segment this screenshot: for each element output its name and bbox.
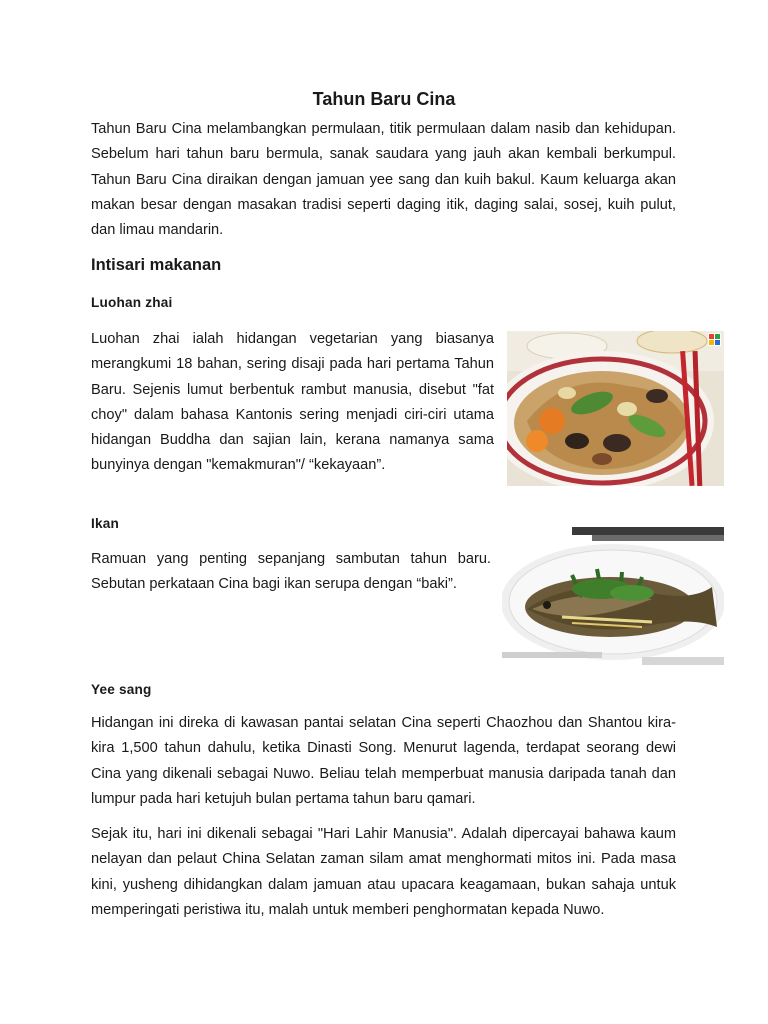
section-heading-intisari: Intisari makanan: [91, 256, 222, 274]
subheading-yee-sang: Yee sang: [91, 682, 152, 697]
intro-paragraph: Tahun Baru Cina melambangkan permulaan, titik permulaan dalam nasib dan kehidupan. Sebelum hari tahun baru bermula, sanak saudara yang jauh akan kembali berkumpul. Tahun Baru Cina diraikan dengan jamuan yee sang dan kuih bakul. Kaum keluarga akan makan besar dengan masakan tradisi seperti daging itik, daging salai, sosej, kuih pulut, dan limau mandarin.: [91, 121, 676, 239]
luohan-paragraph: Luohan zhai ialah hidangan vegetarian yang biasanya merangkumi 18 bahan, sering disaji pada hari pertama Tahun Baru. Sejenis lumut berbentuk rambut manusia, disebut "fat choy" dalam bahasa Kantonis sering menjadi ciri-ciri utama hidangan Buddha dan sajian lain, kerana namanya sama bunyinya dengan "kemakmuran"/ “kekayaan”.: [91, 331, 494, 474]
steamed-fish-photo: [502, 527, 724, 665]
subheading-luohan-zhai: Luohan zhai: [91, 295, 173, 310]
yee-sang-paragraph-2: Sejak itu, hari ini dikenali sebagai "Hari Lahir Manusia". Adalah dipercayai bahawa kaum nelayan dan pelaut China Selatan zaman silam amat menghormati mitos ini. Pada masa kini, yusheng dihidangkan dalam jamuan atau upacara keagamaan, bukan sahaja untuk memperingati peristiwa itu, malah untuk memberi penghormatan kepada Nuwo.: [91, 826, 676, 918]
ikan-paragraph: Ramuan yang penting sepanjang sambutan tahun baru. Sebutan perkataan Cina bagi ikan serupa dengan “baki”.: [91, 551, 491, 593]
luohan-zhai-photo: [507, 331, 724, 486]
subheading-ikan: Ikan: [91, 516, 120, 531]
yee-sang-paragraph-1: Hidangan ini direka di kawasan pantai selatan Cina seperti Chaozhou dan Shantou kira-kira 1,500 tahun dahulu, ketika Dinasti Song. Menurut lagenda, terdapat seorang dewi Cina yang dikenali sebagai Nuwo. Beliau telah memperbuat manusia daripada tanah dan lumpur pada hari ketujuh bulan pertama tahun baru qamari.: [91, 715, 676, 807]
page-title: Tahun Baru Cina: [312, 89, 456, 109]
